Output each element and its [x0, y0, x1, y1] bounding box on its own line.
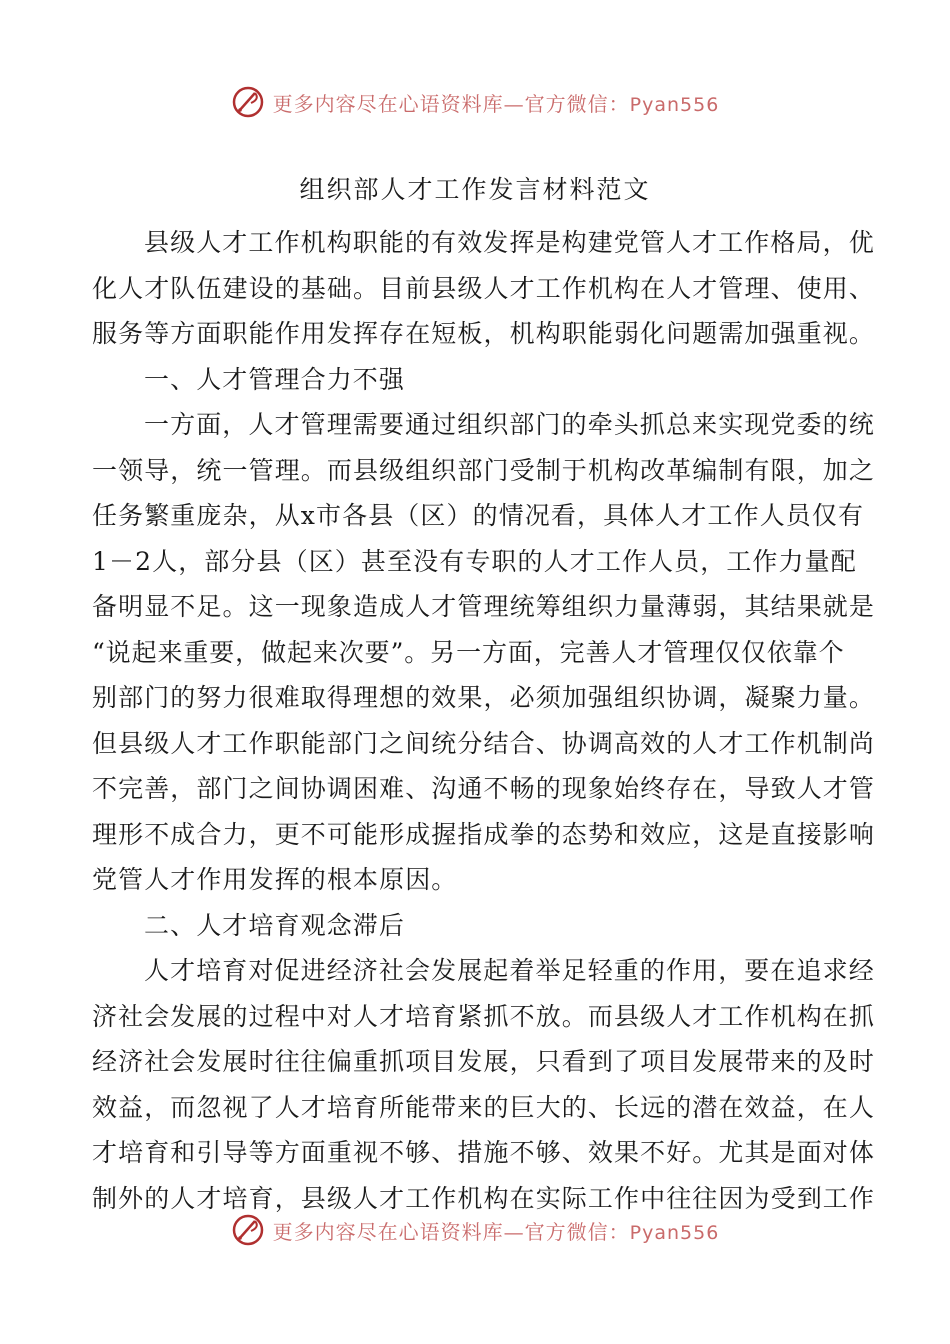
- banner-text: 更多内容尽在心语资料库—官方微信：Pyan556: [272, 91, 720, 116]
- paragraph-line: 济社会发展的过程中对人才培育紧抓不放。而县级人才工作机构在抓: [92, 1001, 876, 1031]
- paragraph-line: 别部门的努力很难取得理想的效果，必须加强组织协调，凝聚力量。: [92, 683, 876, 712]
- paragraph-line: 一方面，人才管理需要通过组织部门的牵头抓总来实现党委的统: [144, 410, 875, 439]
- paragraph-line: 备明显不足。这一现象造成人才管理统筹组织力量薄弱，其结果就是: [92, 592, 876, 621]
- paragraph-line: 理形不成合力，更不可能形成握指成拳的态势和效应，这是直接影响: [92, 819, 876, 849]
- document-body: [92, 220, 876, 1221]
- quill-pen-logo-icon: [231, 85, 265, 119]
- paragraph-line: 化人才队伍建设的基础。目前县级人才工作机构在人才管理、使用、: [92, 273, 876, 303]
- section-heading: 二、人才培育观念滞后: [144, 910, 406, 940]
- paragraph-line: 任务繁重庞杂，从x市各县（区）的情况看，具体人才工作人员仅有: [92, 501, 865, 530]
- paragraph-line: 党管人才作用发挥的根本原因。: [92, 865, 458, 894]
- paragraph-line: 一领导，统一管理。而县级组织部门受制于机构改革编制有限，加之: [92, 455, 876, 485]
- paragraph-line: 才培育和引导等方面重视不够、措施不够、效果不好。尤其是面对体: [92, 1138, 876, 1167]
- paragraph-line: 不完善，部门之间协调困难、沟通不畅的现象始终存在，导致人才管: [92, 774, 876, 803]
- paragraph-line: “说起来重要，做起来次要”。另一方面，完善人才管理仅仅依靠个: [92, 637, 845, 667]
- paragraph-line: 经济社会发展时往往偏重抓项目发展，只看到了项目发展带来的及时: [92, 1047, 876, 1076]
- paragraph-line: 服务等方面职能作用发挥存在短板，机构职能弱化问题需加强重视。: [92, 319, 876, 348]
- paragraph-line: 人才培育对促进经济社会发展起着举足轻重的作用，要在追求经: [144, 956, 875, 985]
- footer-banner: [0, 1210, 950, 1250]
- header-banner: [0, 82, 950, 122]
- paragraph-line: 但县级人才工作职能部门之间统分结合、协调高效的人才工作机制尚: [92, 728, 876, 758]
- paragraph-line: 1－2人，部分县（区）甚至没有专职的人才工作人员，工作力量配: [92, 546, 857, 576]
- section-heading: 一、人才管理合力不强: [144, 364, 406, 394]
- wechat-id: Pyan556: [629, 93, 720, 116]
- paragraph-line: 制外的人才培育，县级人才工作机构在实际工作中往往因为受到工作: [92, 1183, 876, 1213]
- banner-text: 更多内容尽在心语资料库—官方微信：Pyan556: [272, 1219, 720, 1244]
- document-title: 组织部人才工作发言材料范文: [299, 175, 651, 204]
- paragraph-line: 效益，而忽视了人才培育所能带来的巨大的、长远的潜在效益，在人: [92, 1092, 876, 1122]
- wechat-id: Pyan556: [629, 1221, 720, 1244]
- quill-pen-logo-icon: [231, 1213, 265, 1247]
- paragraph-line: 县级人才工作机构职能的有效发挥是构建党管人才工作格局，优: [144, 228, 875, 257]
